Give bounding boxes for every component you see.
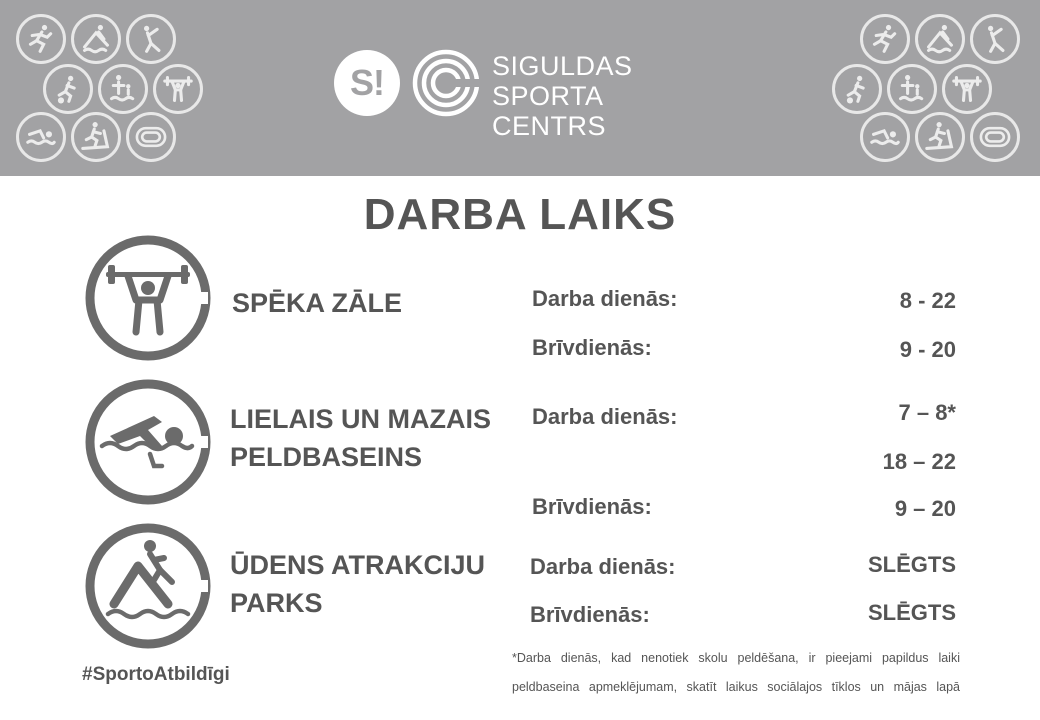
weightlifting-icon [84,234,212,362]
schedule-label-weekends: Brīvdienās: [532,335,652,360]
schedule-value-weekends: 9 - 20 [899,337,956,362]
water-slide-icon [84,522,212,650]
stadium-track-icon [970,112,1020,162]
schedule-label-weekdays: Darba dienās: [530,554,676,579]
stadium-track-icon [126,112,176,162]
water-slide-icon [71,14,121,64]
running-icon [860,14,910,64]
family-swim-icon [98,64,148,114]
footnote-line-2: peldbaseina apmeklējumam, skatīt laikus sociālajos tīklos un mājas lapā [512,680,960,694]
header-banner [0,0,1040,176]
gymnastics-icon [126,14,176,64]
facility-name-line: LIELAIS UN MAZAIS [230,404,491,434]
family-swim-icon [887,64,937,114]
football-icon [43,64,93,114]
facility-name-line: PARKS [230,588,323,618]
schedule-label-weekdays: Darba dienās: [532,404,678,429]
brand-line-2: SPORTA CENTRS [492,81,607,141]
page-title: DARBA LAIKS [363,190,677,239]
logo-mark: S! [334,50,400,116]
swimmer-icon [16,112,66,162]
swimmer-icon [860,112,910,162]
schedule-value-weekdays: 7 – 8* [898,400,956,425]
schedule-label-weekends: Brīvdienās: [530,602,650,627]
swimmer-icon [84,378,212,506]
football-icon [832,64,882,114]
facility-name-gym [232,284,402,322]
sport-icons-left [14,12,214,162]
treadmill-icon [71,112,121,162]
footnote-line-1: *Darba dienās, kad nenotiek skolu peldēšana, ir pieejami papildus laiki [512,651,960,665]
running-icon [16,14,66,64]
schedule-value-weekdays: SLĒGTS [867,552,956,577]
facility-name-pool [230,400,491,476]
treadmill-icon [915,112,965,162]
weightlifting-icon [153,64,203,114]
footnote [512,644,960,702]
brand-line-1: SIGULDAS [492,51,633,81]
sport-icons-right [830,12,1030,162]
logo-rings-icon [412,49,480,117]
schedule-label-weekdays: Darba dienās: [532,286,678,311]
facility-name-water-park [230,546,485,622]
schedule-value-weekdays-evening: 18 – 22 [882,449,956,474]
facility-name-line: ŪDENS ATRAKCIJU [230,550,486,580]
water-slide-icon [915,14,965,64]
facility-name-line: SPĒKA ZĀLE [232,288,403,318]
siguldas-sporta-centrs-logo [334,47,714,141]
schedule-value-weekends: 9 – 20 [894,496,956,521]
facility-name-line: PELDBASEINS [230,442,423,472]
schedule-value-weekends: SLĒGTS [867,600,956,625]
schedule-value-weekdays: 8 - 22 [899,288,956,313]
schedule-label-weekends: Brīvdienās: [532,494,652,519]
weightlifting-icon [942,64,992,114]
hashtag: #SportoAtbildīgi [82,664,230,685]
gymnastics-icon [970,14,1020,64]
logo-text [492,51,714,141]
